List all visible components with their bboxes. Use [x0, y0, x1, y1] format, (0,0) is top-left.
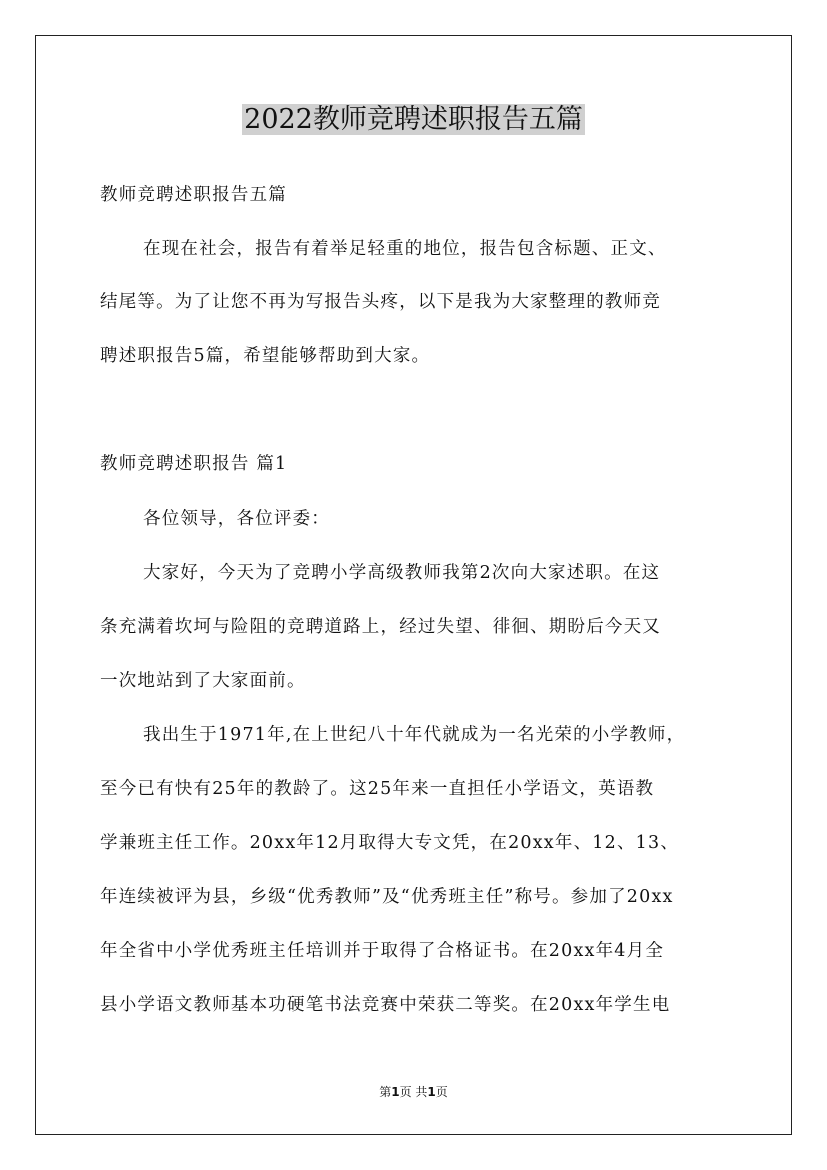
paragraph-line: 各位领导，各位评委： — [143, 509, 330, 529]
paragraph-line: 结尾等。为了让您不再为写报告头疼，以下是我为大家整理的教师竞 — [100, 292, 661, 312]
paragraph-line: 我出生于1971年,在上世纪八十年代就成为一名光荣的小学教师， — [143, 725, 686, 745]
paragraph-line: 聘述职报告5篇，希望能够帮助到大家。 — [100, 346, 431, 366]
paragraph-line: 条充满着坎坷与险阻的竞聘道路上，经过失望、徘徊、期盼后今天又 — [100, 617, 661, 637]
document-title — [0, 100, 827, 140]
page-number: 1 — [391, 1085, 400, 1099]
page-suffix: 页 — [435, 1085, 448, 1099]
subtitle-line: 教师竞聘述职报告五篇 — [100, 185, 287, 205]
document-title-text: 2022教师竞聘述职报告五篇 — [244, 104, 583, 135]
paragraph-line: 年全省中小学优秀班主任培训并于取得了合格证书。在20xx年4月全 — [100, 941, 665, 961]
page-mid: 页 共 — [399, 1085, 428, 1099]
paragraph-line: 年连续被评为县，乡级“优秀教师”及“优秀班主任”称号。参加了20xx — [100, 887, 674, 907]
page-prefix: 第 — [379, 1085, 392, 1099]
section-heading: 教师竞聘述职报告 篇1 — [100, 454, 288, 474]
paragraph-line: 在现在社会，报告有着举足轻重的地位，报告包含标题、正文、 — [143, 239, 667, 259]
paragraph-line: 大家好，今天为了竞聘小学高级教师我第2次向大家述职。在这 — [143, 563, 661, 583]
paragraph-line: 至今已有快有25年的教龄了。这25年来一直担任小学语文，英语教 — [100, 779, 655, 799]
paragraph-line: 学兼班主任工作。20xx年12月取得大专文凭，在20xx年、12、13、 — [100, 833, 680, 853]
paragraph-line: 一次地站到了大家面前。 — [100, 671, 306, 691]
page-total: 1 — [427, 1085, 436, 1099]
page-footer — [0, 1084, 827, 1100]
paragraph-line: 县小学语文教师基本功硬笔书法竞赛中荣获二等奖。在20xx年学生电 — [100, 995, 671, 1015]
